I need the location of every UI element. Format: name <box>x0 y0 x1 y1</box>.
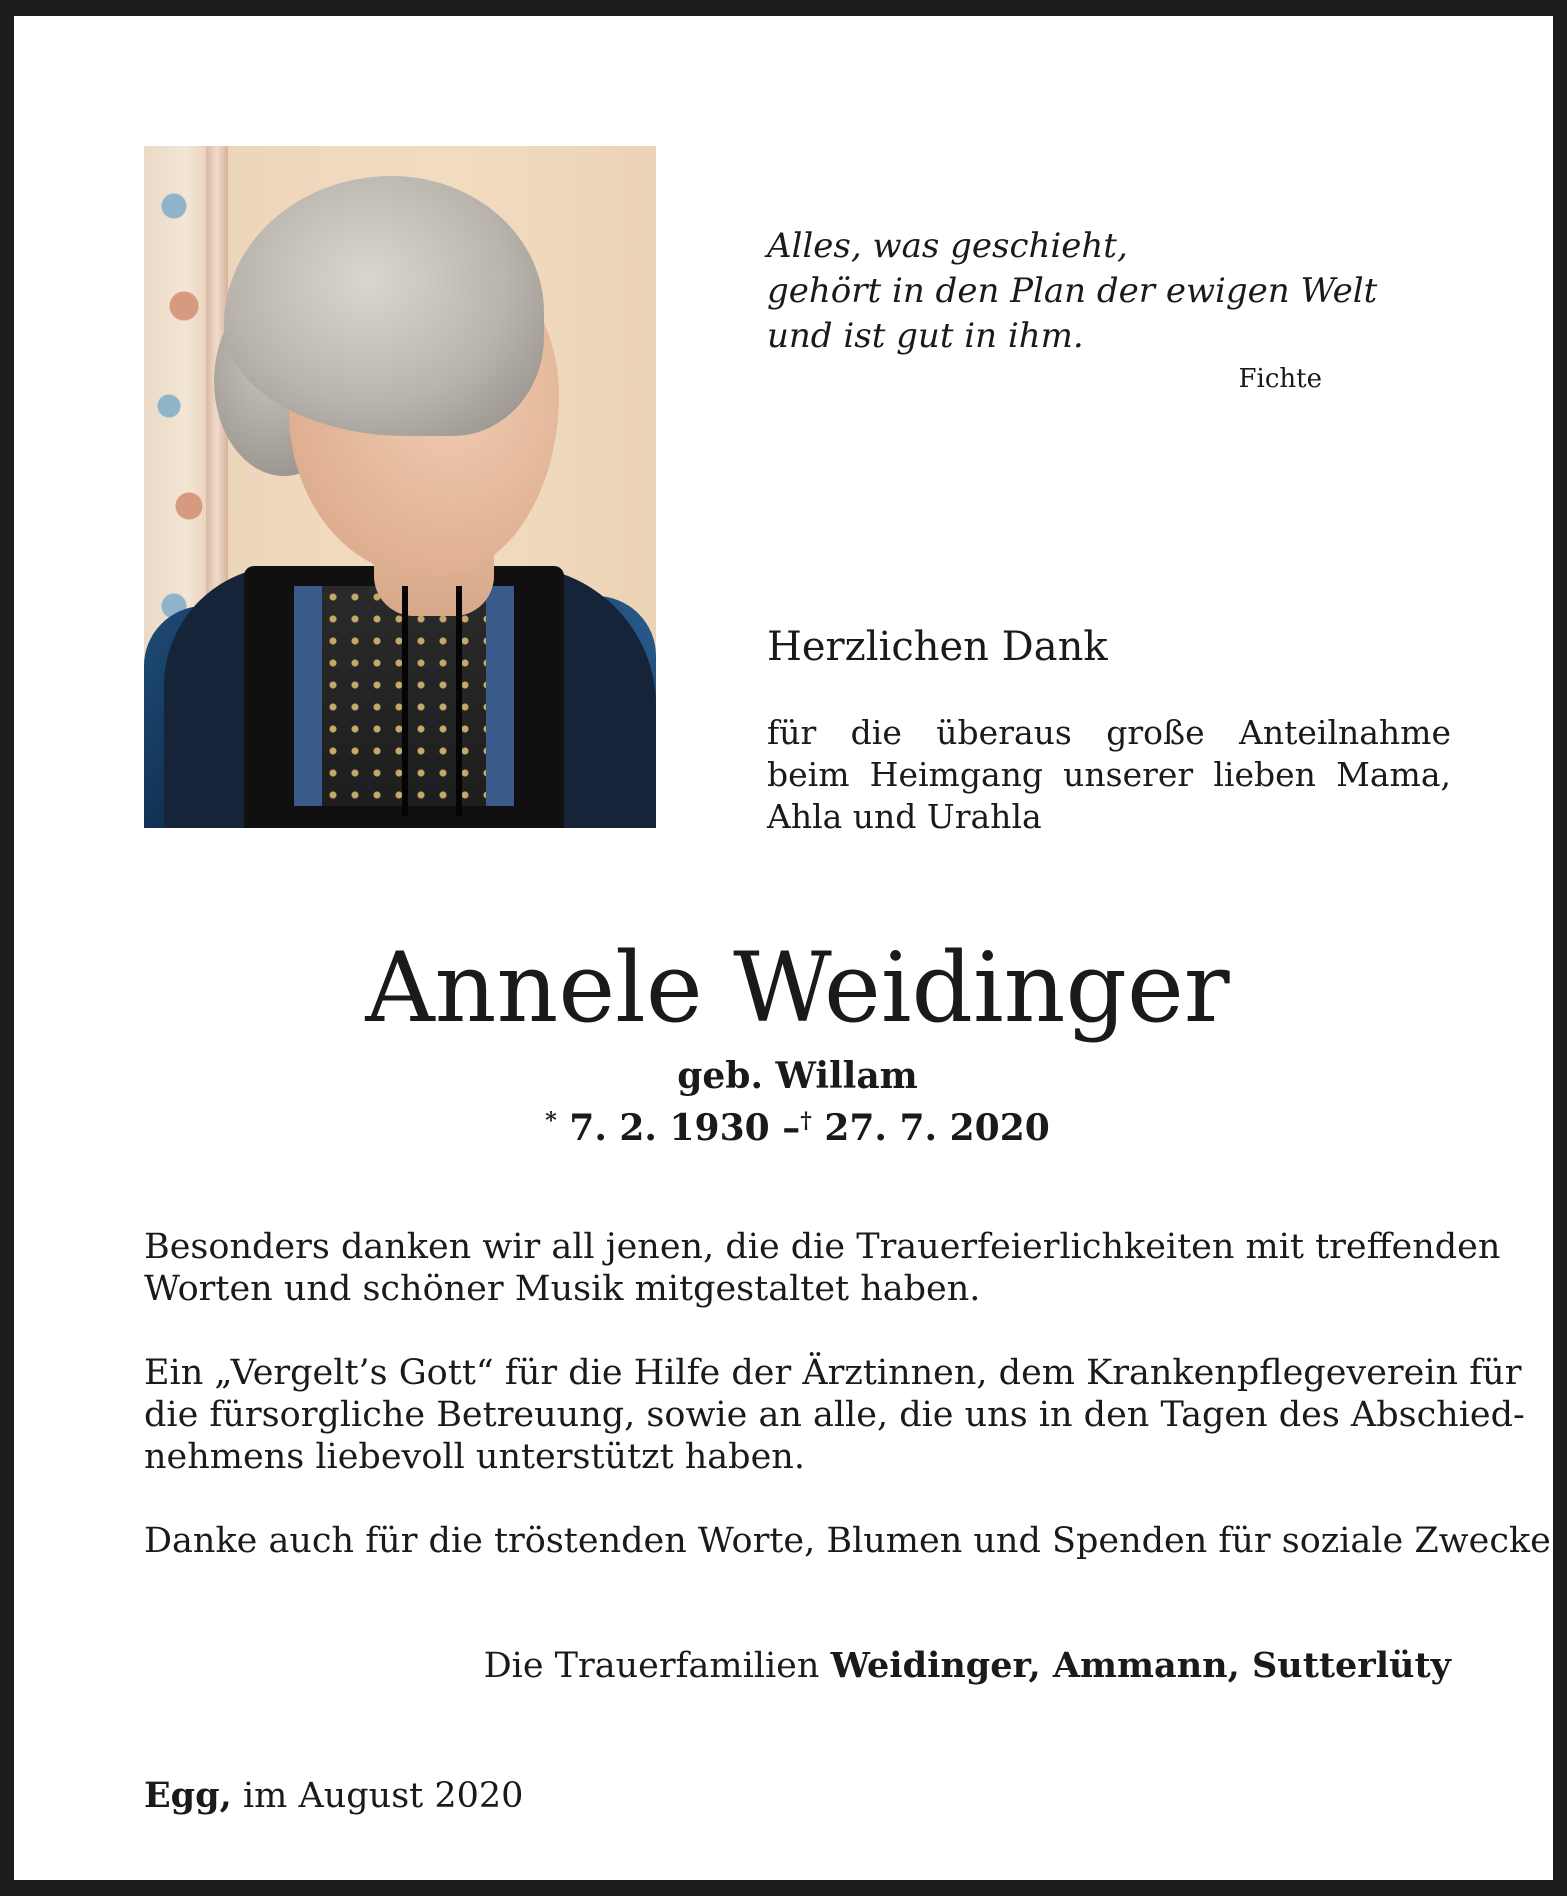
paragraph-line: Besonders danken wir all jenen, die die Trauerfeierlichkeiten mit treffenden <box>144 1227 1501 1267</box>
paragraph-line: Worten und schöner Musik mitgestaltet haben. <box>144 1269 981 1309</box>
birth-date: 7. 2. 1930 <box>569 1107 770 1149</box>
portrait-photo <box>144 146 656 828</box>
deceased-name: Annele Weidinger <box>365 932 1230 1044</box>
paragraph-line: nehmens liebevoll unterstützt haben. <box>144 1437 805 1477</box>
place-date <box>144 1774 523 1818</box>
thanks-heading: Herzlichen Dank <box>767 624 1108 670</box>
thanks-line: für die überaus große Anteilnahme <box>767 713 1451 752</box>
life-dates <box>14 1098 1567 1151</box>
date: im August 2020 <box>242 1776 524 1816</box>
photo-hair <box>224 176 544 436</box>
quote-line: Alles, was geschieht, <box>767 226 1128 266</box>
death-date: 27. 7. 2020 <box>824 1107 1050 1149</box>
quote-line: gehört in den Plan der ewigen Welt <box>767 271 1378 311</box>
paragraph-thanks-care <box>144 1352 1525 1478</box>
died-symbol: † <box>800 1108 812 1134</box>
place: Egg, <box>144 1775 232 1816</box>
signature-families: Weidinger, Ammann, Sutterlüty <box>830 1645 1451 1686</box>
photo-ribbon <box>402 586 462 816</box>
maiden-name: geb. Willam <box>677 1055 918 1097</box>
paragraph-line: Ein „Vergelt’s Gott“ für die Hilfe der Ärztinnen, dem Krankenpflegeverein für <box>144 1353 1522 1393</box>
paragraph-line: Danke auch für die tröstenden Worte, Blumen und Spenden für soziale Zwecke. <box>144 1521 1562 1561</box>
thanks-line: Ahla und Urahla <box>767 797 1042 836</box>
paragraph-thanks-ceremony <box>144 1226 1501 1310</box>
thanks-line: beim Heimgang unserer lieben Mama, <box>767 755 1451 794</box>
paragraph-thanks-donations <box>144 1520 1562 1562</box>
quote <box>767 224 1378 359</box>
born-symbol: * <box>545 1108 557 1134</box>
date-separator: – <box>782 1107 801 1149</box>
paragraph-line: die fürsorgliche Betreuung, sowie an alle, die uns in den Tagen des Abschied- <box>144 1395 1525 1435</box>
quote-line: und ist gut in ihm. <box>767 316 1084 356</box>
family-signature <box>444 1644 1451 1688</box>
signature-prefix: Die Trauerfamilien <box>483 1646 820 1686</box>
quote-author: Fichte <box>1238 364 1322 394</box>
thanks-text <box>767 712 1451 838</box>
